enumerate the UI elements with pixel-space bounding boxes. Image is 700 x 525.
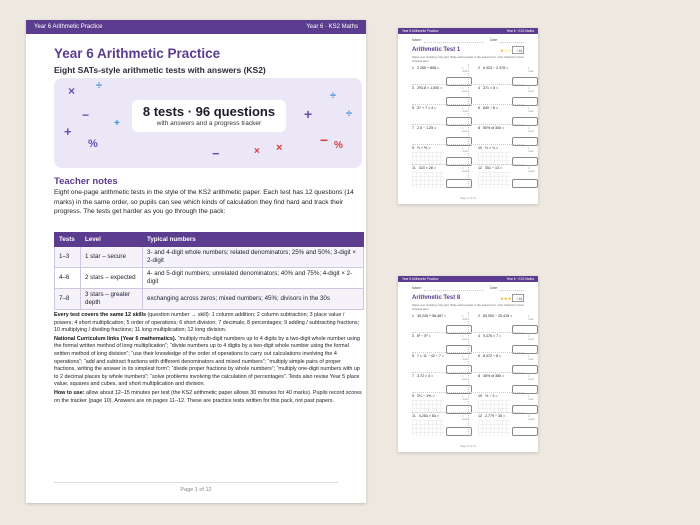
note-paragraph <box>54 390 364 405</box>
row-divider <box>412 104 524 105</box>
table-cell: 1–3 <box>55 247 81 268</box>
row-divider <box>412 352 524 353</box>
table-cell: exchanging across zeros; mixed numbers; 45%; divisors in the 30s <box>143 289 364 310</box>
row-divider <box>412 392 524 393</box>
question <box>412 314 468 321</box>
banner-subline: with answers and a progress tracker <box>156 120 262 127</box>
question-marks: 1 mark <box>462 355 468 361</box>
question-number: 7 <box>412 374 414 378</box>
question <box>412 394 468 401</box>
header-bar <box>26 20 366 34</box>
question-marks: 1 mark <box>528 375 534 381</box>
question-number: 12 <box>478 414 482 418</box>
banner-headline: 8 tests · 96 questions <box>142 104 276 119</box>
question-marks: 2 marks <box>528 167 536 173</box>
table-cell: 1 star – secure <box>81 247 143 268</box>
question <box>412 66 468 73</box>
question-marks: 1 mark <box>462 67 468 73</box>
answer-box[interactable] <box>446 427 472 436</box>
row-divider <box>412 164 524 165</box>
row-divider <box>412 84 524 85</box>
question-marks: 1 mark <box>462 335 468 341</box>
question-marks: 2 marks <box>462 167 470 173</box>
header-left: Year 6 Arithmetic Practice <box>402 277 439 281</box>
banner-symbol: + <box>304 106 313 122</box>
question-number: 10 <box>478 146 482 150</box>
question <box>412 106 468 113</box>
question-text: 423 × 28 = <box>418 166 436 170</box>
question-text: 293.8 × 1,000 = <box>417 86 443 90</box>
header-bar <box>398 276 538 282</box>
difficulty-stars: ★☆☆ <box>500 48 512 53</box>
page-footer: Page 1 of 12 <box>54 482 338 493</box>
question-number: 4 <box>478 86 480 90</box>
question <box>412 126 468 133</box>
question <box>478 394 534 401</box>
banner <box>54 78 362 168</box>
question <box>412 166 470 173</box>
question-marks: 1 mark <box>528 315 534 321</box>
question-marks: 1 mark <box>462 395 468 401</box>
test-instructions: Show your working in the grid. Write each answer in the answer box. Give fractions in their simplest form. <box>412 303 524 311</box>
question-marks: 2 marks <box>528 415 536 421</box>
question-marks: 1 mark <box>528 127 534 133</box>
levels-table <box>54 232 364 310</box>
answer-box[interactable] <box>446 179 472 188</box>
question-text: ⅚ ÷ 3 = <box>485 394 498 398</box>
intro-paragraph: Eight one-page arithmetic tests in the style of the KS2 arithmetic paper. Each test has 12 questions (14 marks) in the same order, so pupils can see which kinds of calculation they find hard and track their progress. The tests get harder as you go through the pack: <box>54 189 354 216</box>
banner-symbol: ÷ <box>330 90 337 102</box>
note-text: (question number → skill): 1 column addition; 2 column subtraction; 3 place value / powers; 4 short multiplication; 5 order of operations; 6 short division; 7 decimals; 8 percentages; 9 adding / subtracting fractions; 10 multiplying / dividing fractions; 11 long multiplication; 12 long division. <box>54 312 360 334</box>
name-label: Name: <box>412 286 422 290</box>
question-text: ⅔ × ¼ = <box>485 146 499 150</box>
banner-symbol: × <box>254 146 260 157</box>
question <box>478 414 536 421</box>
question-marks: 1 mark <box>528 355 534 361</box>
question <box>478 146 534 153</box>
question-text: 6 423 − 2 375 = <box>483 66 509 70</box>
name-line <box>424 42 484 43</box>
test-title: Arithmetic Test 1 <box>412 47 461 53</box>
question <box>478 106 534 113</box>
row-divider <box>412 144 524 145</box>
question-text: 371 × 8 = <box>483 86 499 90</box>
question-text: 7 × 11 − 42 ÷ 7 = <box>417 354 444 358</box>
banner-symbol: + <box>64 124 72 139</box>
question-number: 1 <box>412 66 414 70</box>
main-page <box>26 20 366 503</box>
banner-card <box>132 100 286 132</box>
teacher-notes <box>54 312 364 406</box>
question-text: 2.5 − 1.25 = <box>417 126 437 130</box>
question-text: 351 ÷ 13 = <box>485 166 503 170</box>
page-subtitle: Eight SATs-style arithmetic tests with answers (KS2) <box>54 65 266 75</box>
test-title: Arithmetic Test 8 <box>412 295 461 301</box>
question <box>412 374 468 381</box>
note-text: allow about 12–15 minutes per test (the KS2 arithmetic paper allows 30 minutes for 40 marks). Pupils record scores on the tracker (page 10). Answers are on pages 11–12. These are practice tests written for this pack, not past papers. <box>54 389 362 404</box>
note-label: How to use: <box>54 389 85 396</box>
table-row <box>55 247 364 268</box>
note-label: National Curriculum links (Year 6 mathematics). <box>54 335 177 342</box>
question-text: 60,000 − 25,415 = <box>483 314 513 318</box>
banner-symbol: − <box>212 146 220 161</box>
question <box>412 354 468 361</box>
table-cell: 7–8 <box>55 289 81 310</box>
test-page-thumbnail[interactable] <box>398 28 538 204</box>
table-cell: 2 stars – expected <box>81 268 143 289</box>
question-text: 9,376 × 7 = <box>483 334 502 338</box>
question-marks: 1 mark <box>528 147 534 153</box>
test-instructions: Show your working in the grid. Write each answer in the answer box. Give fractions in their simplest form. <box>412 55 524 63</box>
question-text: ⅓ + ⅙ = <box>417 146 431 150</box>
page-footer: Page 9 of 12 <box>460 444 476 448</box>
table-header: Typical numbers <box>143 233 364 247</box>
question-number: 12 <box>478 166 482 170</box>
question-text: 4,263 × 83 = <box>418 414 439 418</box>
date-line <box>500 290 524 291</box>
question-text: 2,779 ÷ 35 = <box>485 414 506 418</box>
answer-box[interactable] <box>512 179 538 188</box>
answer-box[interactable] <box>512 427 538 436</box>
question-text: 8,372 ÷ 8 = <box>483 354 502 358</box>
date-label: Date: <box>490 38 499 42</box>
question-marks: 1 mark <box>462 147 468 153</box>
question-text: 6³ − 5³ = <box>417 334 431 338</box>
question-number: 10 <box>478 394 482 398</box>
banner-symbol: % <box>334 140 343 151</box>
question-number: 9 <box>412 146 414 150</box>
question-text: 840 ÷ 6 = <box>483 106 499 110</box>
page-title: Year 6 Arithmetic Practice <box>54 46 221 61</box>
question-text: 49,245 + 58,487 = <box>417 314 447 318</box>
banner-symbol: − <box>320 132 329 148</box>
header-left: Year 6 Arithmetic Practice <box>402 29 439 33</box>
difficulty-stars: ★★★ <box>500 296 512 301</box>
header-right: Year 6 · KS2 Maths <box>506 277 534 281</box>
working-grid <box>412 172 444 188</box>
note-text: “multiply multi-digit numbers up to 4 digits by a two-digit whole number using the formal written method of long multiplication”; “divide numbers up to 4 digits by a two-digit whole number using the formal written method of long division”; “use their knowledge of the order of operations to carry out calculations involving the 4 operations”; “add and subtract fractions with different denominators and mixed numbers”; “multiply simple pairs of proper fractions, writing the answer in its simplest form”; “divide proper fractions by whole numbers”; “multiply one-digit numbers with up to 2 decimal places by whole numbers”; “solve problems involving the calculation of percentages”. Tests also revise Year 5 place value, squares and cubes, and short multiplication and division. <box>54 335 360 388</box>
banner-symbol: ÷ <box>96 80 103 92</box>
question-number: 9 <box>412 394 414 398</box>
question-text: 2 265 + 808 = <box>417 66 440 70</box>
banner-symbol: % <box>88 138 98 150</box>
table-row <box>55 289 364 310</box>
question-marks: 1 mark <box>528 67 534 73</box>
question-number: 7 <box>412 126 414 130</box>
question <box>478 354 534 361</box>
question-marks: 1 mark <box>528 107 534 113</box>
banner-symbol: + <box>114 118 120 129</box>
banner-symbol: − <box>82 108 90 122</box>
working-grid <box>478 172 510 188</box>
question-number: 2 <box>478 314 480 318</box>
header-bar <box>398 28 538 34</box>
row-divider <box>412 372 524 373</box>
date-line <box>500 42 524 43</box>
test-page-thumbnail[interactable] <box>398 276 538 452</box>
question-number: 4 <box>478 334 480 338</box>
name-label: Name: <box>412 38 422 42</box>
note-paragraph <box>54 336 364 389</box>
question <box>412 86 468 93</box>
question <box>412 334 468 341</box>
question-text: 37 + 7 × 4 = <box>417 106 437 110</box>
table-header: Tests <box>55 233 81 247</box>
question-number: 1 <box>412 314 414 318</box>
note-label: Every test covers the same 12 skills <box>54 312 146 318</box>
question-marks: 1 mark <box>528 395 534 401</box>
working-grid <box>478 420 510 436</box>
note-paragraph <box>54 312 364 335</box>
question-number: 11 <box>412 166 416 170</box>
question-number: 8 <box>478 374 480 378</box>
question <box>412 146 468 153</box>
header-left: Year 6 Arithmetic Practice <box>34 24 103 30</box>
table-header: Level <box>81 233 143 247</box>
question-marks: 1 mark <box>462 375 468 381</box>
banner-symbol: × <box>68 84 76 98</box>
table-cell: 3 stars – greater depth <box>81 289 143 310</box>
banner-symbol: × <box>276 142 283 154</box>
question <box>478 166 536 173</box>
question <box>412 414 470 421</box>
table-cell: 3- and 4-digit whole numbers; related denominators; 25% and 50%; 3-digit × 2-digit <box>143 247 364 268</box>
question-marks: 1 mark <box>462 127 468 133</box>
question-text: 50% of 300 = <box>483 126 505 130</box>
table-cell: 4- and 5-digit numbers; unrelated denominators; 40% and 75%; 4-digit × 2-digit <box>143 268 364 289</box>
question-text: 45% of 380 = <box>483 374 505 378</box>
question-text: 3.72 × 4 = <box>417 374 434 378</box>
question-number: 8 <box>478 126 480 130</box>
question-marks: 1 mark <box>462 107 468 113</box>
date-label: Date: <box>490 286 499 290</box>
question <box>478 374 534 381</box>
working-grid <box>412 420 444 436</box>
question-number: 3 <box>412 334 414 338</box>
question-marks: 1 mark <box>462 315 468 321</box>
question-text: 2⅔ − 1⅘ = <box>417 394 435 398</box>
table-cell: 4–6 <box>55 268 81 289</box>
score-box: / 14 <box>512 294 524 302</box>
question <box>478 334 534 341</box>
question <box>478 126 534 133</box>
header-right: Year 6 · KS2 Maths <box>506 29 534 33</box>
question-number: 2 <box>478 66 480 70</box>
question-number: 11 <box>412 414 416 418</box>
row-divider <box>412 332 524 333</box>
question-marks: 2 marks <box>462 415 470 421</box>
table-row <box>55 268 364 289</box>
row-divider <box>412 124 524 125</box>
score-box: / 14 <box>512 46 524 54</box>
section-heading: Teacher notes <box>54 176 118 187</box>
question-marks: 1 mark <box>528 335 534 341</box>
question <box>478 66 534 73</box>
question <box>478 314 534 321</box>
question <box>478 86 534 93</box>
question-number: 5 <box>412 354 414 358</box>
name-line <box>424 290 484 291</box>
row-divider <box>412 412 524 413</box>
question-marks: 1 mark <box>462 87 468 93</box>
question-number: 6 <box>478 354 480 358</box>
question-number: 3 <box>412 86 414 90</box>
table-header-row <box>55 233 364 247</box>
question-marks: 1 mark <box>528 87 534 93</box>
question-number: 5 <box>412 106 414 110</box>
header-right: Year 6 · KS2 Maths <box>306 24 358 30</box>
question-number: 6 <box>478 106 480 110</box>
page-footer: Page 2 of 12 <box>460 196 476 200</box>
banner-symbol: ÷ <box>346 108 353 120</box>
